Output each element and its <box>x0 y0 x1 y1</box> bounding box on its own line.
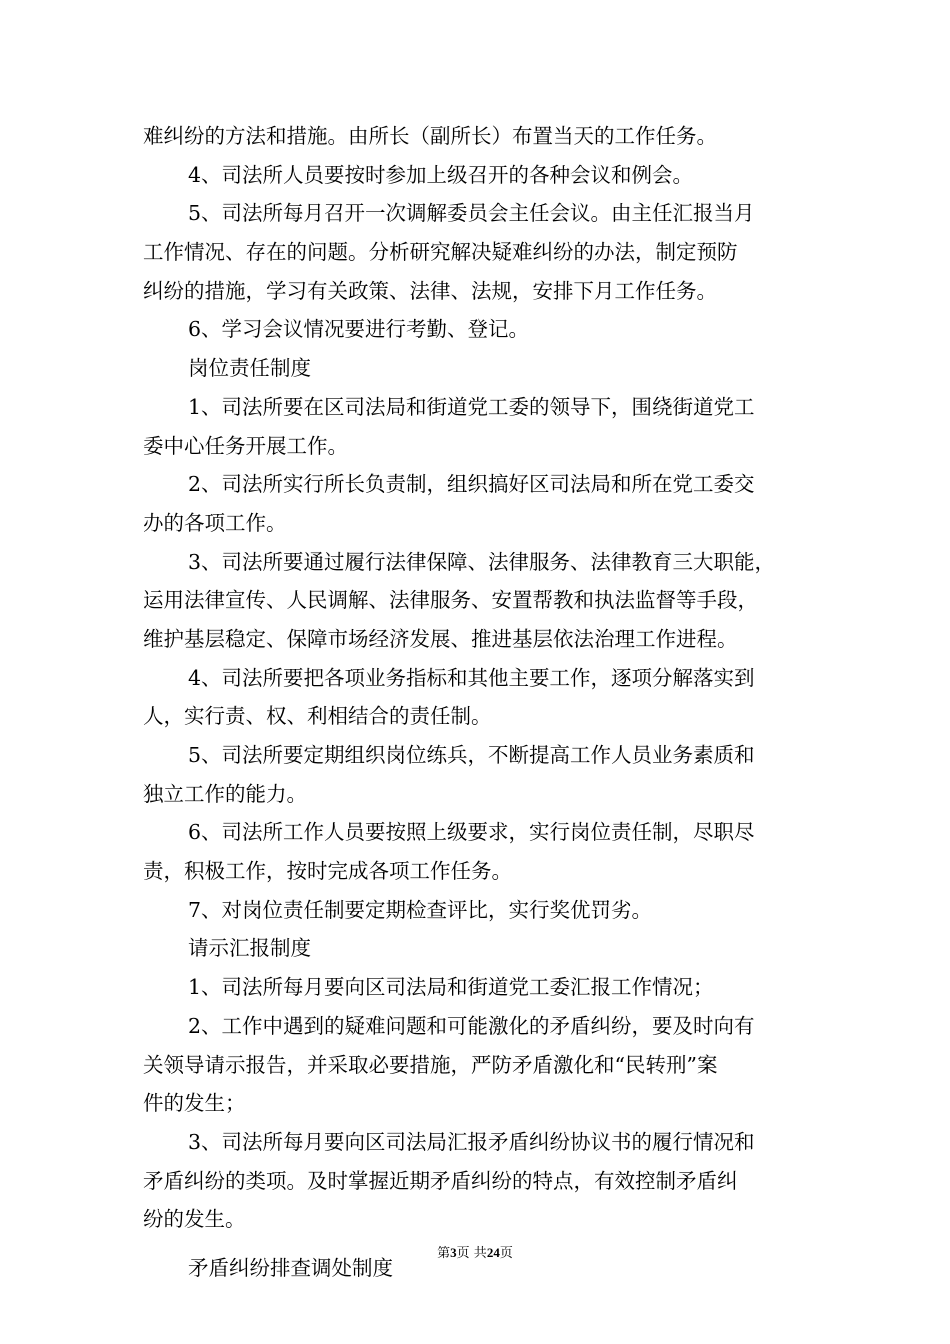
footer-prefix: 第 <box>437 1246 451 1261</box>
text-line: 4、司法所要把各项业务指标和其他主要工作，逐项分解落实到 <box>188 665 755 690</box>
text-line: 5、司法所要定期组织岗位练兵，不断提高工作人员业务素质和 <box>188 743 755 767</box>
text-line: 2、司法所实行所长负责制，组织搞好区司法局和所在党工委交 <box>188 472 755 497</box>
text-line: 纠纷的措施，学习有关政策、法律、法规，安排下月工作任务。 <box>143 278 717 303</box>
text-line: 6、学习会议情况要进行考勤、登记。 <box>188 317 530 342</box>
footer-suffix: 页 <box>499 1246 513 1261</box>
text-line: 纷的发生。 <box>143 1207 246 1232</box>
text-line: 矛盾纠纷的类项。及时掌握近期矛盾纠纷的特点，有效控制矛盾纠 <box>143 1168 738 1193</box>
text-line: 办的各项工作。 <box>143 510 287 535</box>
document-body <box>143 117 815 1288</box>
text-line: 独立工作的能力。 <box>143 781 307 806</box>
text-line: 2、工作中遇到的疑难问题和可能激化的矛盾纠纷，要及时向有 <box>188 1013 755 1038</box>
text-line: 维护基层稳定、保障市场经济发展、推进基层依法治理工作进程。 <box>143 626 738 651</box>
text-line: 1、司法所要在区司法局和街道党工委的领导下，围绕街道党工 <box>188 394 755 419</box>
page-footer <box>0 1244 950 1263</box>
footer-middle: 页 共 <box>456 1246 487 1261</box>
text-line: 运用法律宣传、人民调解、法律服务、安置帮教和执法监督等手段， <box>143 588 758 613</box>
text-line: 4、司法所人员要按时参加上级召开的各种会议和例会。 <box>188 162 694 187</box>
text-line: 工作情况、存在的问题。分析研究解决疑难纠纷的办法，制定预防 <box>143 240 738 265</box>
text-line: 难纠纷的方法和措施。由所长（副所长）布置当天的工作任务。 <box>143 124 717 148</box>
text-line: 5、司法所每月召开一次调解委员会主任会议。由主任汇报当月 <box>188 201 755 226</box>
text-line: 1、司法所每月要向区司法局和街道党工委汇报工作情况； <box>188 975 714 1000</box>
text-line: 责，积极工作，按时完成各项工作任务。 <box>143 859 512 884</box>
text-line: 6、司法所工作人员要按照上级要求，实行岗位责任制，尽职尽 <box>188 820 755 845</box>
total-page-count: 24 <box>486 1245 500 1260</box>
text-line: 岗位责任制度 <box>188 356 311 381</box>
text-line: 3、司法所要通过履行法律保障、法律服务、法律教育三大职能， <box>188 549 776 574</box>
text-line: 关领导请示报告，并采取必要措施，严防矛盾激化和“民转刑”案 <box>143 1052 718 1077</box>
text-line: 7、对岗位责任制要定期检查评比，实行奖优罚劣。 <box>188 897 653 922</box>
text-line: 件的发生； <box>143 1091 246 1116</box>
text-line: 3、司法所每月要向区司法局汇报矛盾纠纷协议书的履行情况和 <box>188 1129 755 1154</box>
text-line: 矛盾纠纷排查调处制度 <box>188 1255 393 1280</box>
text-line: 人，实行责、权、利相结合的责任制。 <box>143 704 492 729</box>
text-line: 请示汇报制度 <box>188 936 311 961</box>
text-line: 委中心任务开展工作。 <box>143 433 348 458</box>
current-page-number: 3 <box>450 1245 457 1260</box>
